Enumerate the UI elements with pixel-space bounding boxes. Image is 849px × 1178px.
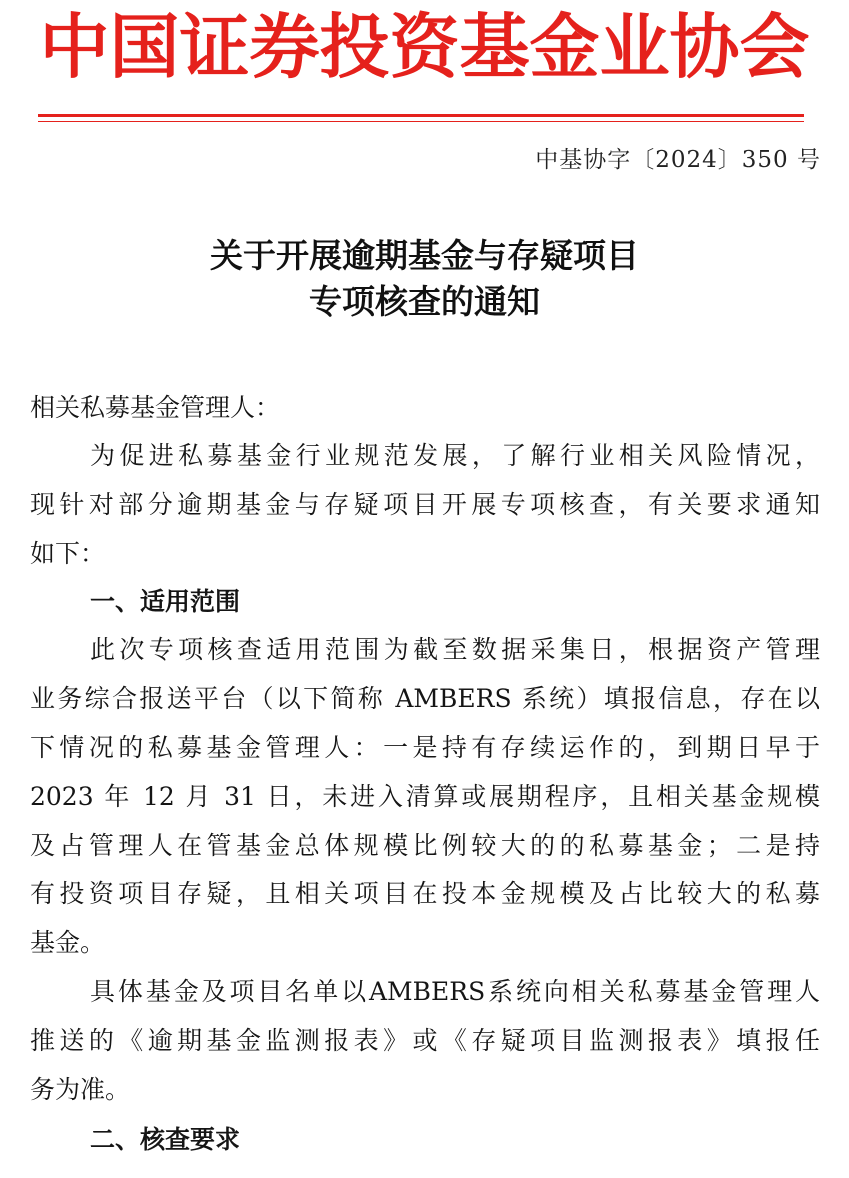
masthead-rule-thin	[38, 121, 804, 122]
document-number: 中基协字〔2024〕350 号	[535, 147, 821, 173]
intro-line: 为促进私募基金行业规范发展，了解行业相关风险情况，	[90, 441, 820, 470]
section-heading-requirements: 二、核查要求	[90, 1125, 241, 1154]
scope-paragraph-line: 业务综合报送平台（以下简称 AMBERS 系统）填报信息，存在以	[30, 684, 820, 713]
document-title-line-2: 专项核查的通知	[309, 282, 540, 321]
masthead-rule-thick	[38, 114, 804, 117]
intro-line: 现针对部分逾期基金与存疑项目开展专项核查，有关要求通知	[30, 490, 820, 519]
scope-paragraph-line: 及占管理人在管基金总体规模比例较大的的私募基金；二是持	[30, 831, 820, 860]
section-heading-scope: 一、适用范围	[90, 587, 241, 616]
scope-paragraph-line: 下情况的私募基金管理人：一是持有存续运作的，到期日早于	[30, 733, 820, 762]
intro-line: 如下：	[30, 539, 106, 568]
scope-paragraph-line: 基金。	[30, 928, 106, 957]
scope-paragraph-line: 有投资项目存疑，且相关项目在投本金规模及占比较大的私募	[30, 879, 820, 908]
list-paragraph-line: 具体基金及项目名单以AMBERS系统向相关私募基金管理人	[90, 977, 820, 1006]
scope-paragraph-line: 此次专项核查适用范围为截至数据采集日，根据资产管理	[90, 635, 820, 664]
salutation: 相关私募基金管理人：	[30, 393, 281, 422]
document-title-line-1: 关于开展逾期基金与存疑项目	[210, 236, 639, 275]
list-paragraph-line: 推送的《逾期基金监测报表》或《存疑项目监测报表》填报任	[30, 1026, 820, 1055]
scope-paragraph-line: 2023 年 12 月 31 日，未进入清算或展期程序，且相关基金规模	[30, 782, 820, 811]
list-paragraph-line: 务为准。	[30, 1075, 131, 1104]
issuer-masthead: 中国证券投资基金业协会	[39, 6, 810, 88]
